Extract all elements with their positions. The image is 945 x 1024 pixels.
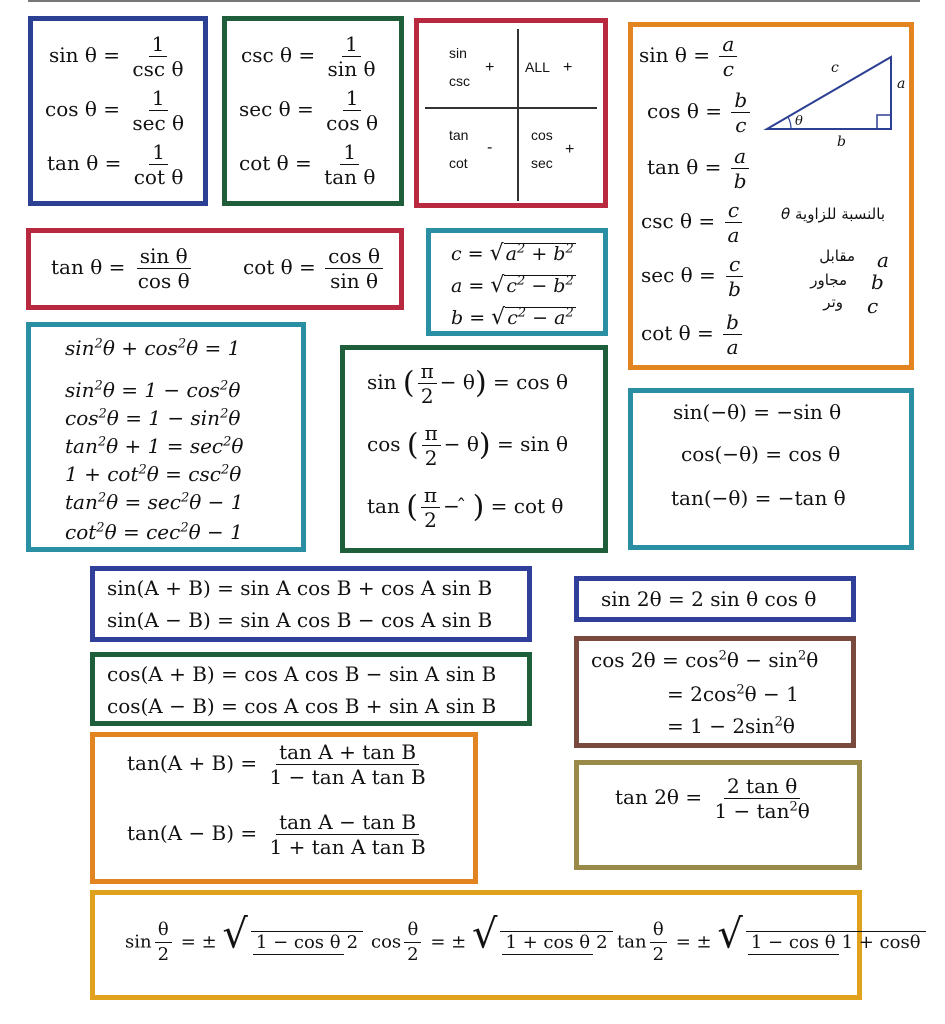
identities-box [26,322,306,552]
reciprocal-box-1 [28,16,208,206]
double-tan-formula: tan 2θ = $\frac{\text{2 tan θ}}{1 - \tan^2\theta}$ [615,774,810,823]
cofunction-sin: sin ( $\frac{\pi}{2}$ − θ) = cos θ [367,359,569,408]
half-sin: sin $\frac{\theta}{2}$ = ± √ 1 − cos θ 2 [125,919,366,966]
legend-sym-b: b [871,270,884,294]
recip-cot: cot θ = $\frac{1}{\text{tan θ}}$ [239,140,376,189]
pyth-a: a = √ $c^2 - b^2$ [451,273,574,298]
half-angle-box [90,890,921,1000]
quadrant-vertical-axis [517,29,519,201]
negative-angle-box [628,388,914,550]
quadrant-1-sign: + [563,59,573,76]
double-sin-box [574,576,856,622]
pyth-b: b = √ $c^2 - a^2$ [451,305,574,330]
cofunction-box [340,345,608,553]
quadrant-2-bottom: csc [449,73,470,89]
cofunction-tan: tan ( $\frac{\pi}{2}$ − ̂ ) = cot θ [367,483,564,532]
quadrant-4-sign: + [565,141,575,158]
double-cos-line-3: = $1 - 2\sin^2\theta$ [667,714,795,738]
triangle-opp-label: a [897,76,906,92]
recip-tan: tan θ = $\frac{1}{\text{cot θ}}$ [47,140,184,189]
double-cos-line-1: $\cos 2\theta = \cos^2\theta - \sin^2\theta$ [591,648,819,672]
sum-cos-box [90,652,532,726]
quadrant-1-label: ALL [525,59,550,75]
quadrant-sign-box [414,18,608,208]
quadrant-2-sign: + [485,59,495,76]
recip-csc: csc θ = $\frac{1}{\text{sin θ}}$ [241,32,376,81]
identity-line-1: $\sin^2\theta + \cos^2\theta = 1$ [65,336,241,360]
legend-sym-c: c [867,294,879,318]
quadrant-horizontal-axis [425,107,597,109]
double-tan-box [574,760,862,870]
legend-word-b: مجاور [810,271,847,289]
triangle-angle-label: θ [795,114,803,129]
recip-cos: cos θ = $\frac{1}{\text{sec θ}}$ [45,86,185,135]
negative-cos: cos(−θ) = cos θ [681,442,841,466]
sum-cos-minus: cos(A − B) = cos A cos B + sin A sin B [107,694,497,718]
ratio-sec: sec θ = $\frac{c}{b}$ [641,253,747,300]
arabic-heading: بالنسبة للزاوية θ [781,205,885,223]
sum-tan-plus: tan(A + B) = $\frac{\text{tan A + tan B}}{\text{1 − tan A tan B}}$ [127,740,426,789]
negative-sin: sin(−θ) = −sin θ [673,400,842,424]
legend-word-c: وتر [823,293,843,311]
identity-line-5: $1 + \cot^2\theta = \csc^2\theta$ [65,462,242,486]
ratio-tan: tan θ = $\frac{a}{b}$ [647,145,753,192]
quotient-tan: tan θ = $\frac{\text{sin θ}}{\text{cos θ}}$ [51,244,190,293]
sum-sin-minus: sin(A − B) = sin A cos B − cos A sin B [107,608,493,632]
quadrant-4-top: cos [531,127,553,143]
half-cos: cos $\frac{\theta}{2}$ = ± √ 1 + cos θ 2 [371,919,616,966]
double-cos-line-2: = $2\cos^2\theta - 1$ [667,682,799,706]
cofunction-cos: cos ( $\frac{\pi}{2}$ − θ) = sin θ [367,421,569,470]
top-rule [28,0,920,2]
recip-sec: sec θ = $\frac{1}{\text{cos θ}}$ [239,86,379,135]
double-sin-formula: sin 2θ = 2 sin θ cos θ [601,587,817,611]
recip-sin: sin θ = $\frac{1}{\text{csc θ}}$ [49,32,184,81]
legend-word-a: مقابل [819,247,855,265]
sum-sin-box [90,566,532,642]
pythagoras-box [426,228,608,336]
quotient-box [26,228,404,310]
ratio-cot: cot θ = $\frac{b}{a}$ [641,311,745,358]
ratio-sin: sin θ = $\frac{a}{c}$ [639,33,740,80]
quadrant-2-top: sin [449,45,467,61]
negative-tan: tan(−θ) = −tan θ [671,486,846,510]
reciprocal-box-2 [222,16,404,206]
ratio-csc: csc θ = $\frac{c}{a}$ [641,199,745,246]
identity-line-4: $\tan^2\theta + 1 = \sec^2\theta$ [65,434,244,458]
quadrant-4-bottom: sec [531,155,553,171]
double-cos-box [574,636,856,748]
identity-line-3: $\cos^2\theta = 1 - \sin^2\theta$ [65,406,241,430]
identity-line-7: $\cot^2\theta = cec^2\theta - 1$ [65,520,243,544]
legend-sym-a: a [877,248,889,272]
identity-line-6: $\tan^2\theta = \sec^2\theta - 1$ [65,490,244,514]
pyth-c: c = √ $a^2 + b^2$ [451,241,574,266]
quadrant-3-sign: - [487,139,493,156]
triangle-hyp-label: c [831,60,839,76]
sum-tan-minus: tan(A − B) = $\frac{\text{tan A − tan B}}{\text{1 + tan A tan B}}$ [127,810,426,859]
triangle-adj-label: b [837,134,846,150]
sum-cos-plus: cos(A + B) = cos A cos B − sin A sin B [107,662,497,686]
quotient-cot: cot θ = $\frac{\text{cos θ}}{\text{sin θ}}$ [243,245,386,292]
sum-tan-box [90,732,478,884]
half-tan: tan $\frac{\theta}{2}$ = ± √ 1 − cos θ 1 + cosθ [617,919,929,966]
quadrant-3-bottom: cot [449,155,468,171]
ratio-cos: cos θ = $\frac{b}{c}$ [647,89,753,136]
quadrant-3-top: tan [449,127,469,143]
identity-line-2: $\sin^2\theta = 1 - \cos^2\theta$ [65,378,241,402]
sum-sin-plus: sin(A + B) = sin A cos B + cos A sin B [107,576,493,600]
ratio-triangle-box [628,22,914,370]
